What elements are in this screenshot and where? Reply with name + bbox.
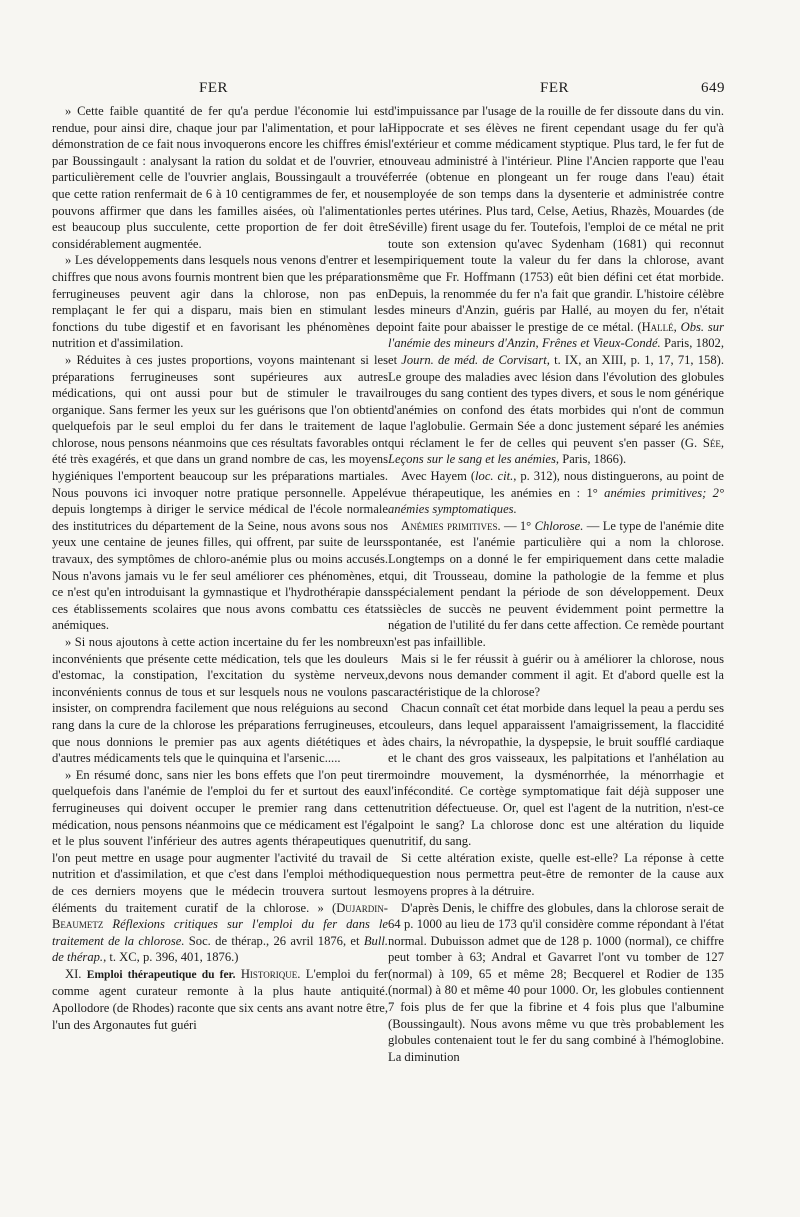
section-heading: Emploi thérapeutique du fer.	[86, 968, 236, 981]
citation-journal: Bull. de thérap.	[52, 933, 388, 965]
citation-author: G. Sée	[684, 435, 721, 450]
paragraph-with-citation	[52, 767, 388, 966]
left-column	[52, 103, 388, 1033]
citation-author: Hallé	[641, 319, 674, 334]
paragraph-with-citation	[388, 103, 724, 468]
section-start	[52, 966, 388, 1033]
subsection-label: Historique.	[235, 966, 301, 981]
paragraph-text: » En résumé donc, sans nier les bons effets que l'on peut tirer quelquefois dans l'anémie de l'emploi du fer et surtout des eaux ferrugineuses qui doivent occuper le premier rang dans cette médication, nous pensons néanmoins que ce médicament est l'égal et le plus souvent l'inférieur des autres agents thérapeutiques que l'on peut mettre en usage pour augmenter l'activité du travail de nutrition et d'assimilation, et que c'est dans l'emploi méthodique de ces derniers moyens que le médecin trouvera surtout les éléments du traitement curatif de la chlorose. » (	[52, 767, 388, 915]
paragraph-text: L'emploi du fer comme agent curateur remonte à la plus haute antiquité. Apollodore (de Rhodes) raconte que six cents ans avant notre être, l'un des Argonautes fut guéri	[52, 966, 388, 1032]
citation-title: , Leçons sur le sang et les anémies,	[388, 435, 724, 467]
citation-title: , Obs. sur l'anémie des mineurs d'Anzin, Frênes et Vieux-Condé.	[388, 319, 724, 351]
paragraph	[388, 518, 724, 651]
paragraph: » Les développements dans lesquels nous venons d'entrer et les chiffres que nous avons fournis montrent bien que les préparations ferrugineuses peuvent agir dans la chlorose, non pas en remplaçant le fer qui a disparu, mais bien en stimulant les fonctions du tube digestif et en favorisant les phénomènes de nutrition et d'assimilation.	[52, 253, 388, 351]
section-number: XI.	[65, 966, 87, 981]
paragraph-text: d'impuissance par l'usage de la rouille de fer dissoute dans du vin. Hippocrate et ses élèves ne firent cependant usage du fer qu'à l'extérieur et comme médicament styptique. Plus tard, le fer fut de nouveau administré à l'intérieur. Pline l'Ancien rapporte que l'eau ferrée (obtenue en plongeant un fer rouge dans l'eau) était employée de son temps dans la dysenterie et administrée contre les pertes utérines. Plus tard, Celse, Aetius, Rhazès, Mouardes (de Séville) firent usage du fer. Toutefois, l'emploi de ce métal ne prit toute son extension qu'avec Sydenham (1681) qui reconnut empiriquement toute la valeur du fer dans la chlorose, avant même que Fr. Hoffmann (1753) eût bien défini cet état morbide. Depuis, la renommée du fer n'a fait que grandir. L'histoire célèbre des mineurs d'Anzin, guéris par Hallé, au moyen du fer, n'était point faite pour abaisser le prestige de ce métal. (	[388, 104, 724, 334]
paragraph-text: — Le type de l'anémie dite spontanée, est l'anémie particulière qui a nom la chlorose. Longtemps on a donné le fer empiriquement dans cette maladie qui, dit Trousseau, domine la pathologie de la femme et plus spécialement pendant la période de son développement. Deux siècles de succès ne peuvent évidemment point permettre la négation de l'utilité du fer dans cette affection. Ce remède pourtant n'est pas infaillible.	[388, 518, 724, 649]
page-number: 649	[701, 80, 725, 96]
paragraph: Si cette altération existe, quelle est-elle? La réponse à cette question nous permettra peut-être de remonter de la cause aux moyens propres à la détruire.	[388, 850, 724, 898]
paragraph: » Cette faible quantité de fer qu'a perdue l'économie lui est rendue, pour ainsi dire, chaque jour par l'alimentation, et pour la démonstration de ce fait nous invoquerons encore les chiffres émis par Boussingault : analysant la ration du soldat et de l'ouvrier, et particulièrement celle de l'ouvrier anglais, Boussingault a trouvé que cette ration renfermait de 6 à 10 centigrammes de fer, et nous pouvons affirmer que dans les familles aisées, où l'alimentation est beaucoup plus succulente, cette proportion de fer doit être considérablement augmentée.	[52, 104, 388, 251]
citation-ref: , t. XC, p. 396, 401, 1876.)	[103, 950, 239, 965]
paragraph-text: — 1°	[500, 518, 535, 533]
emphasis: anémies primitives; 2° anémies symptomatiques.	[388, 485, 725, 517]
paragraph	[388, 468, 724, 518]
citation-ref: Paris, 1802, et	[388, 336, 724, 367]
paragraph: » Réduites à ces justes proportions, voyons maintenant si les préparations ferrugineuses sont supérieures aux autres médications, qui ont aussi pour but de stimuler le travail organique. Sans fermer les yeux sur les guérisons que l'on obtient quelquefois par le seul emploi du fer dans le traitement de la chlorose, nous pensons néanmoins que ces résultats favorables ont été très exagérés, et que dans un grand nombre de cas, les moyens hygiéniques l'emportent beaucoup sur les préparations martiales. Nous pouvons ici invoquer notre pratique personnelle. Appelé depuis longtemps à diriger le service médical de l'école normale des institutrices du département de la Seine, nous avons sous nos yeux une centaine de jeunes filles, qui offrent, par suite de leurs travaux, des symptômes de chloro-anémie plus ou moins accusés. Nous n'avons jamais vu le fer seul améliorer ces phénomènes, et ce n'est qu'en introduisant la gymnastique et l'hydrothérapie dans ces établissements scolaires que nous avons combattu ces états anémiques.	[52, 352, 388, 633]
citation-journal: Journ. de méd. de Corvisart,	[401, 352, 550, 367]
citation-ref: Paris, 1866).	[559, 452, 627, 467]
running-header-right: FER	[540, 80, 570, 96]
citation-ref: loc. cit.	[475, 469, 514, 484]
citation-ref: Soc. de thérap., 26 avril 1876, et	[184, 933, 364, 948]
paragraph: D'après Denis, le chiffre des globules, dans la chlorose serait de 64 p. 1000 au lieu de 173 qu'il considère comme répondant à l'état normal. Dubuisson admet que de 128 p. 1000 (normal), ce chiffre peut tomber à 63; Andral et Gavarret l'ont vu tomber de 127 (normal) à 109, 65 et même 28; Becquerel et Rodier de 135 (normal) à 80 et même 40 pour 1000. Or, les globules contiennent 7 fois plus de fer que la fibrine et 4 fois plus que l'albumine (Boussingault). Nous avons même vu que très probablement les globules contenaient tout le fer du sang combiné à l'hémoglobine. La diminution	[388, 900, 724, 1064]
running-header-left: FER	[199, 80, 229, 96]
paragraph-text: t. IX, an XIII, p. 1, 17, 71, 158). Le groupe des maladies avec lésion dans l'évolution des globules rouges du sang contient des types divers, et sous le nom générique d'anémies on confond des états morbides qui n'ont de commun que l'aglobulie. Germain Sée a donc justement séparé les anémies qui réclament le fer de celles qui peuvent s'en passer (	[388, 352, 724, 450]
paragraph: » Si nous ajoutons à cette action incertaine du fer les nombreux inconvénients que présente cette médication, tels que les douleurs d'estomac, la constipation, l'excitation du système nerveux, inconvénients connus de tous et sur lesquels nous ne voulons pas insister, on comprendra facilement que nous reléguions au second rang dans la cure de la chlorose les préparations ferrugineuses, et que nous donnions le premier pas aux agents diététiques et à d'autres médicaments tels que le quinquina et l'arsenic.....	[52, 635, 388, 766]
paragraph: Mais si le fer réussit à guérir ou à améliorer la chlorose, nous devons nous demander comment il agit. Et d'abord quelle est la caractéristique de la chlorose?	[388, 651, 724, 699]
paragraph-text: , p. 312), nous distinguerons, au point de vue thérapeutique, les anémies en : 1°	[388, 469, 724, 500]
citation-author: Dujardin-Beaumetz	[52, 900, 388, 932]
paragraph-text: Avec Hayem (	[401, 469, 476, 484]
citation-title: Réflexions critiques sur l'emploi du fer dans le traitement de la chlorose.	[52, 917, 388, 948]
emphasis: Chlorose.	[534, 518, 584, 533]
paragraph: Chacun connaît cet état morbide dans lequel la peau a perdu ses couleurs, dans lequel apparaissent l'amaigrissement, la flaccidité des chairs, la névropathie, la dyspepsie, le bruit soufflé cardiaque et le chant des gros vaisseaux, les palpitations et l'anhélation au moindre mouvement, la dysménorrhée, la ménorrhagie et l'infécondité. Ce cortège symptomatique fait déjà supposer une nutrition défectueuse. Or, quel est l'agent de la nutrition, n'est-ce point le sang? La chlorose donc est une altération du liquide nutritif, du sang.	[388, 701, 724, 849]
right-column	[388, 103, 724, 1065]
subsection-label: Anémies primitives.	[401, 518, 501, 533]
